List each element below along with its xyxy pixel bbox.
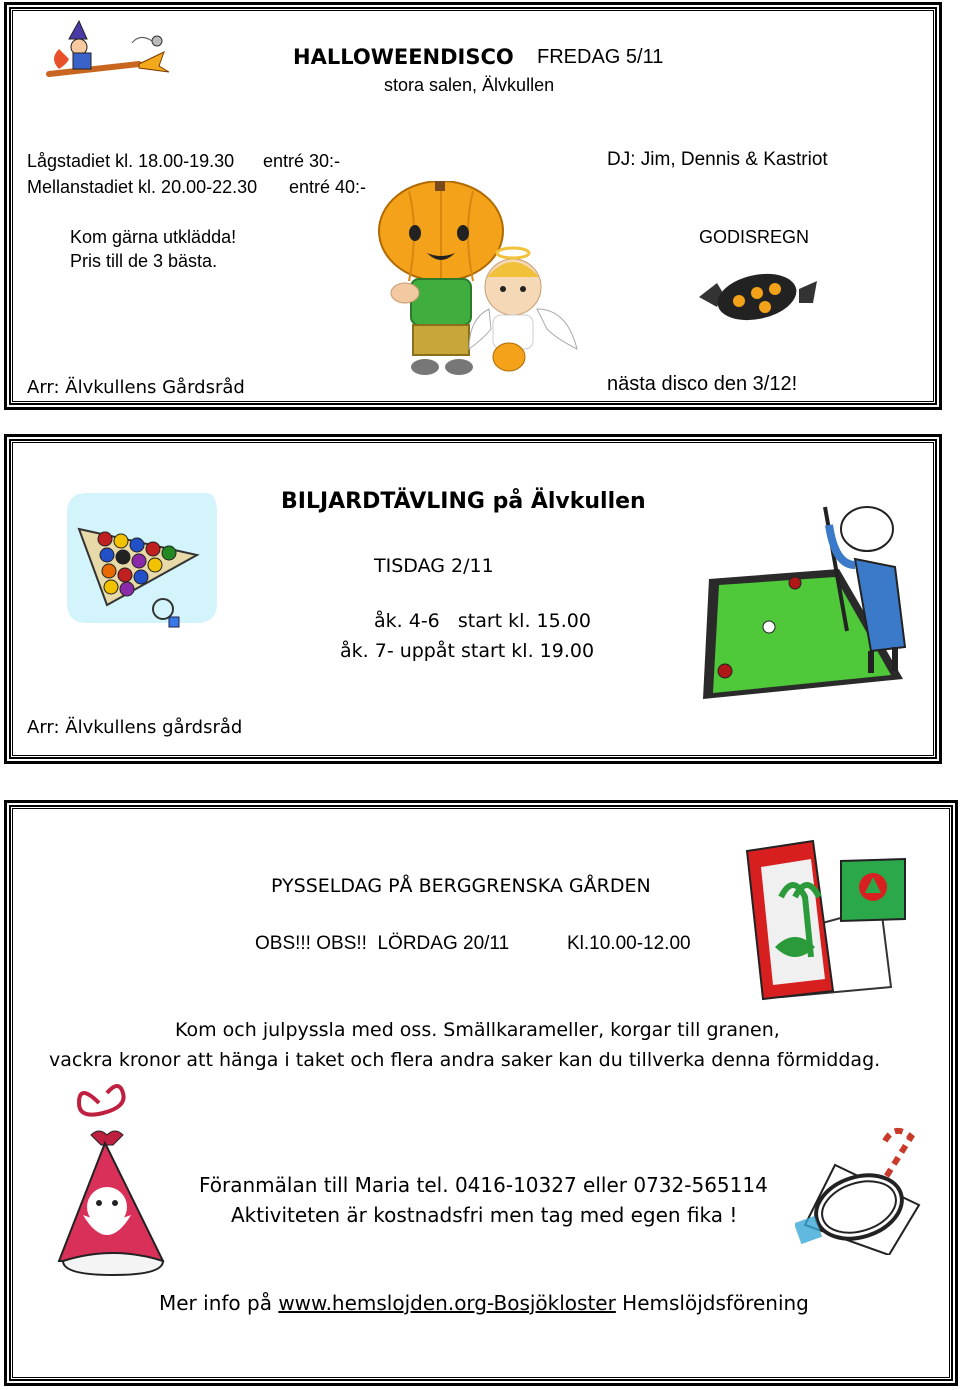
crafts-line-1: Kom och julpyssla med oss. Smällkarameller, korgar till granen, (175, 1019, 780, 1041)
billiard-rack-image (57, 483, 227, 643)
santa-party-hat-image (53, 1083, 173, 1279)
embroidery-hoop-image (795, 1125, 925, 1255)
costume-prize: Pris till de 3 bästa. (70, 251, 218, 271)
halloween-title: HALLOWEENDISCO (293, 45, 514, 69)
billiards-grade-7-up: åk. 7- uppåt start kl. 19.00 (340, 640, 595, 662)
halloween-organizer: Arr: Älvkullens Gårdsråd (27, 377, 245, 398)
halloween-venue: stora salen, Älvkullen (384, 75, 555, 95)
crafts-panel (4, 800, 958, 1386)
crafts-title: PYSSELDAG PÅ BERGGRENSKA GÅRDEN (271, 875, 651, 897)
crafts-obs-date: OBS!!! OBS!! LÖRDAG 20/11 (255, 933, 510, 954)
billiard-table-player-image (695, 501, 915, 717)
hemslojden-link[interactable]: www.hemslojden.org-Bosjökloster (278, 1291, 616, 1315)
crafts-signup: Föranmälan till Maria tel. 0416-10327 eller 0732-565114 (199, 1173, 768, 1197)
crafts-line-2: vackra kronor att hänga i taket och flera andra saker kan du tillverka denna förmiddag. (49, 1049, 881, 1071)
crafts-free: Aktiviteten är kostnadsfri men tag med egen fika ! (231, 1203, 738, 1227)
halloween-panel (4, 2, 942, 410)
billiards-organizer: Arr: Älvkullens gårdsråd (27, 717, 243, 738)
billiards-title: BILJARDTÄVLING på Älvkullen (281, 489, 646, 514)
dj-names: DJ: Jim, Dennis & Kastriot (607, 149, 828, 170)
next-disco: nästa disco den 3/12! (607, 373, 798, 395)
witch-on-broom-image (39, 19, 179, 89)
billiards-panel (4, 434, 942, 764)
lower-school-fee: entré 30:- (263, 151, 341, 171)
billiards-grade-4-6: åk. 4-6 start kl. 15.00 (374, 610, 591, 632)
middle-school-time: Mellanstadiet kl. 20.00-22.30 (27, 177, 258, 197)
costume-invite: Kom gärna utklädda! (70, 227, 237, 247)
christmas-cards-image (741, 837, 913, 1007)
more-info-suffix: Hemslöjdsförening (615, 1291, 809, 1315)
halloween-date: FREDAG 5/11 (537, 46, 664, 68)
halloween-candy-image (695, 267, 819, 331)
pumpkin-kid-image (369, 181, 579, 381)
lower-school-time: Lågstadiet kl. 18.00-19.30 (27, 151, 235, 171)
more-info-prefix: Mer info på (159, 1291, 279, 1315)
candy-rain: GODISREGN (699, 227, 810, 247)
middle-school-fee: entré 40:- (289, 177, 367, 197)
billiards-date: TISDAG 2/11 (374, 555, 494, 577)
crafts-more-info (159, 1291, 809, 1315)
crafts-time: Kl.10.00-12.00 (567, 933, 691, 954)
